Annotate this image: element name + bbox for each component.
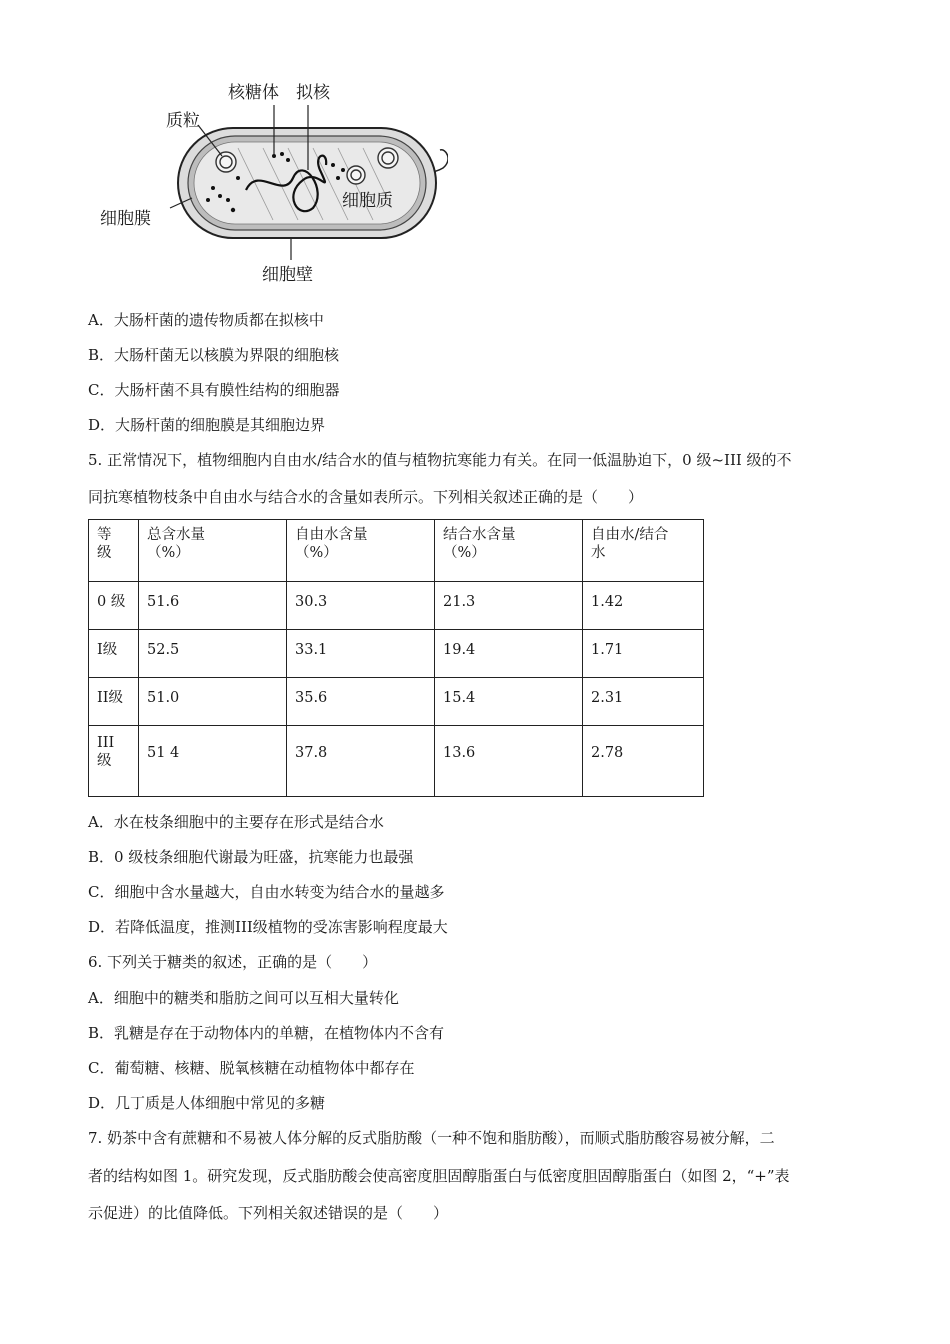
q4-option-c: C．大肠杆菌不具有膜性结构的细胞器 <box>88 381 340 399</box>
table-row <box>89 630 704 678</box>
table-cell: 51.0 <box>139 678 287 726</box>
water-content-table <box>88 519 704 797</box>
q4-option-b: B．大肠杆菌无以核膜为界限的细胞核 <box>88 346 340 364</box>
q6-option-a: A．细胞中的糖类和脂肪之间可以互相大量转化 <box>88 989 399 1007</box>
table-cell: 35.6 <box>287 678 435 726</box>
table-cell: 30.3 <box>287 582 435 630</box>
q5-option-a: A．水在枝条细胞中的主要存在形式是结合水 <box>88 813 384 831</box>
table-row <box>89 582 704 630</box>
q7-stem-line3: 示促进）的比值降低。下列相关叙述错误的是（ ） <box>88 1204 449 1222</box>
table-cell: 1.71 <box>583 630 704 678</box>
table-cell: II级 <box>89 678 139 726</box>
label-cytoplasm: 细胞质 <box>342 191 393 211</box>
header-grade: 等 级 <box>89 520 139 582</box>
label-cell-membrane: 细胞膜 <box>100 209 151 229</box>
table-cell: 2.78 <box>583 726 704 797</box>
table-header-row <box>89 520 704 582</box>
table-cell: 1.42 <box>583 582 704 630</box>
header-total-water: 总含水量 （%） <box>139 520 287 582</box>
table-cell: 2.31 <box>583 678 704 726</box>
q6-stem: 6. 下列关于糖类的叙述，正确的是（ ） <box>88 953 378 971</box>
table-cell: 52.5 <box>139 630 287 678</box>
table-cell: 19.4 <box>435 630 583 678</box>
q5-stem-line1: 5. 正常情况下，植物细胞内自由水/结合水的值与植物抗寒能力有关。在同一低温胁迫下，0 级~III 级的不 <box>88 451 792 469</box>
q4-option-a: A．大肠杆菌的遗传物质都在拟核中 <box>88 311 324 329</box>
header-ratio: 自由水/结合 水 <box>583 520 704 582</box>
table-cell: I级 <box>89 630 139 678</box>
table-row <box>89 726 704 797</box>
table-cell: 0 级 <box>89 582 139 630</box>
label-plasmid: 质粒 <box>166 111 200 131</box>
q6-option-d: D．几丁质是人体细胞中常见的多糖 <box>88 1094 326 1112</box>
table-cell: 13.6 <box>435 726 583 797</box>
table-row <box>89 678 704 726</box>
label-ribosome: 核糖体 <box>228 83 279 103</box>
table-cell: 51.6 <box>139 582 287 630</box>
label-nucleoid: 拟核 <box>296 83 330 103</box>
q7-stem-line2: 者的结构如图 1。研究发现，反式脂肪酸会使高密度胆固醇脂蛋白与低密度胆固醇脂蛋白（如图 2，“+”表 <box>88 1167 790 1185</box>
table-cell: 21.3 <box>435 582 583 630</box>
bacterium-diagram <box>88 70 448 285</box>
header-bound-water: 结合水含量 （%） <box>435 520 583 582</box>
q5-stem-line2: 同抗寒植物枝条中自由水与结合水的含量如表所示。下列相关叙述正确的是（ ） <box>88 488 644 506</box>
label-cell-wall: 细胞壁 <box>262 265 313 285</box>
table-cell: III 级 <box>89 726 139 797</box>
q5-option-d: D．若降低温度，推测III级植物的受冻害影响程度最大 <box>88 918 448 936</box>
table-cell: 33.1 <box>287 630 435 678</box>
q6-option-b: B．乳糖是存在于动物体内的单糖，在植物体内不含有 <box>88 1024 445 1042</box>
q4-option-d: D．大肠杆菌的细胞膜是其细胞边界 <box>88 416 326 434</box>
q7-stem-line1: 7. 奶茶中含有蔗糖和不易被人体分解的反式脂肪酸（一种不饱和脂肪酸），而顺式脂肪酸容易被分解，二 <box>88 1129 775 1147</box>
q5-option-c: C．细胞中含水量越大，自由水转变为结合水的量越多 <box>88 883 445 901</box>
table-cell: 15.4 <box>435 678 583 726</box>
q5-option-b: B．0 级枝条细胞代谢最为旺盛，抗寒能力也最强 <box>88 848 414 866</box>
table-cell: 51 4 <box>139 726 287 797</box>
header-free-water: 自由水含量 （%） <box>287 520 435 582</box>
q6-option-c: C．葡萄糖、核糖、脱氧核糖在动植物体中都存在 <box>88 1059 415 1077</box>
table-cell: 37.8 <box>287 726 435 797</box>
